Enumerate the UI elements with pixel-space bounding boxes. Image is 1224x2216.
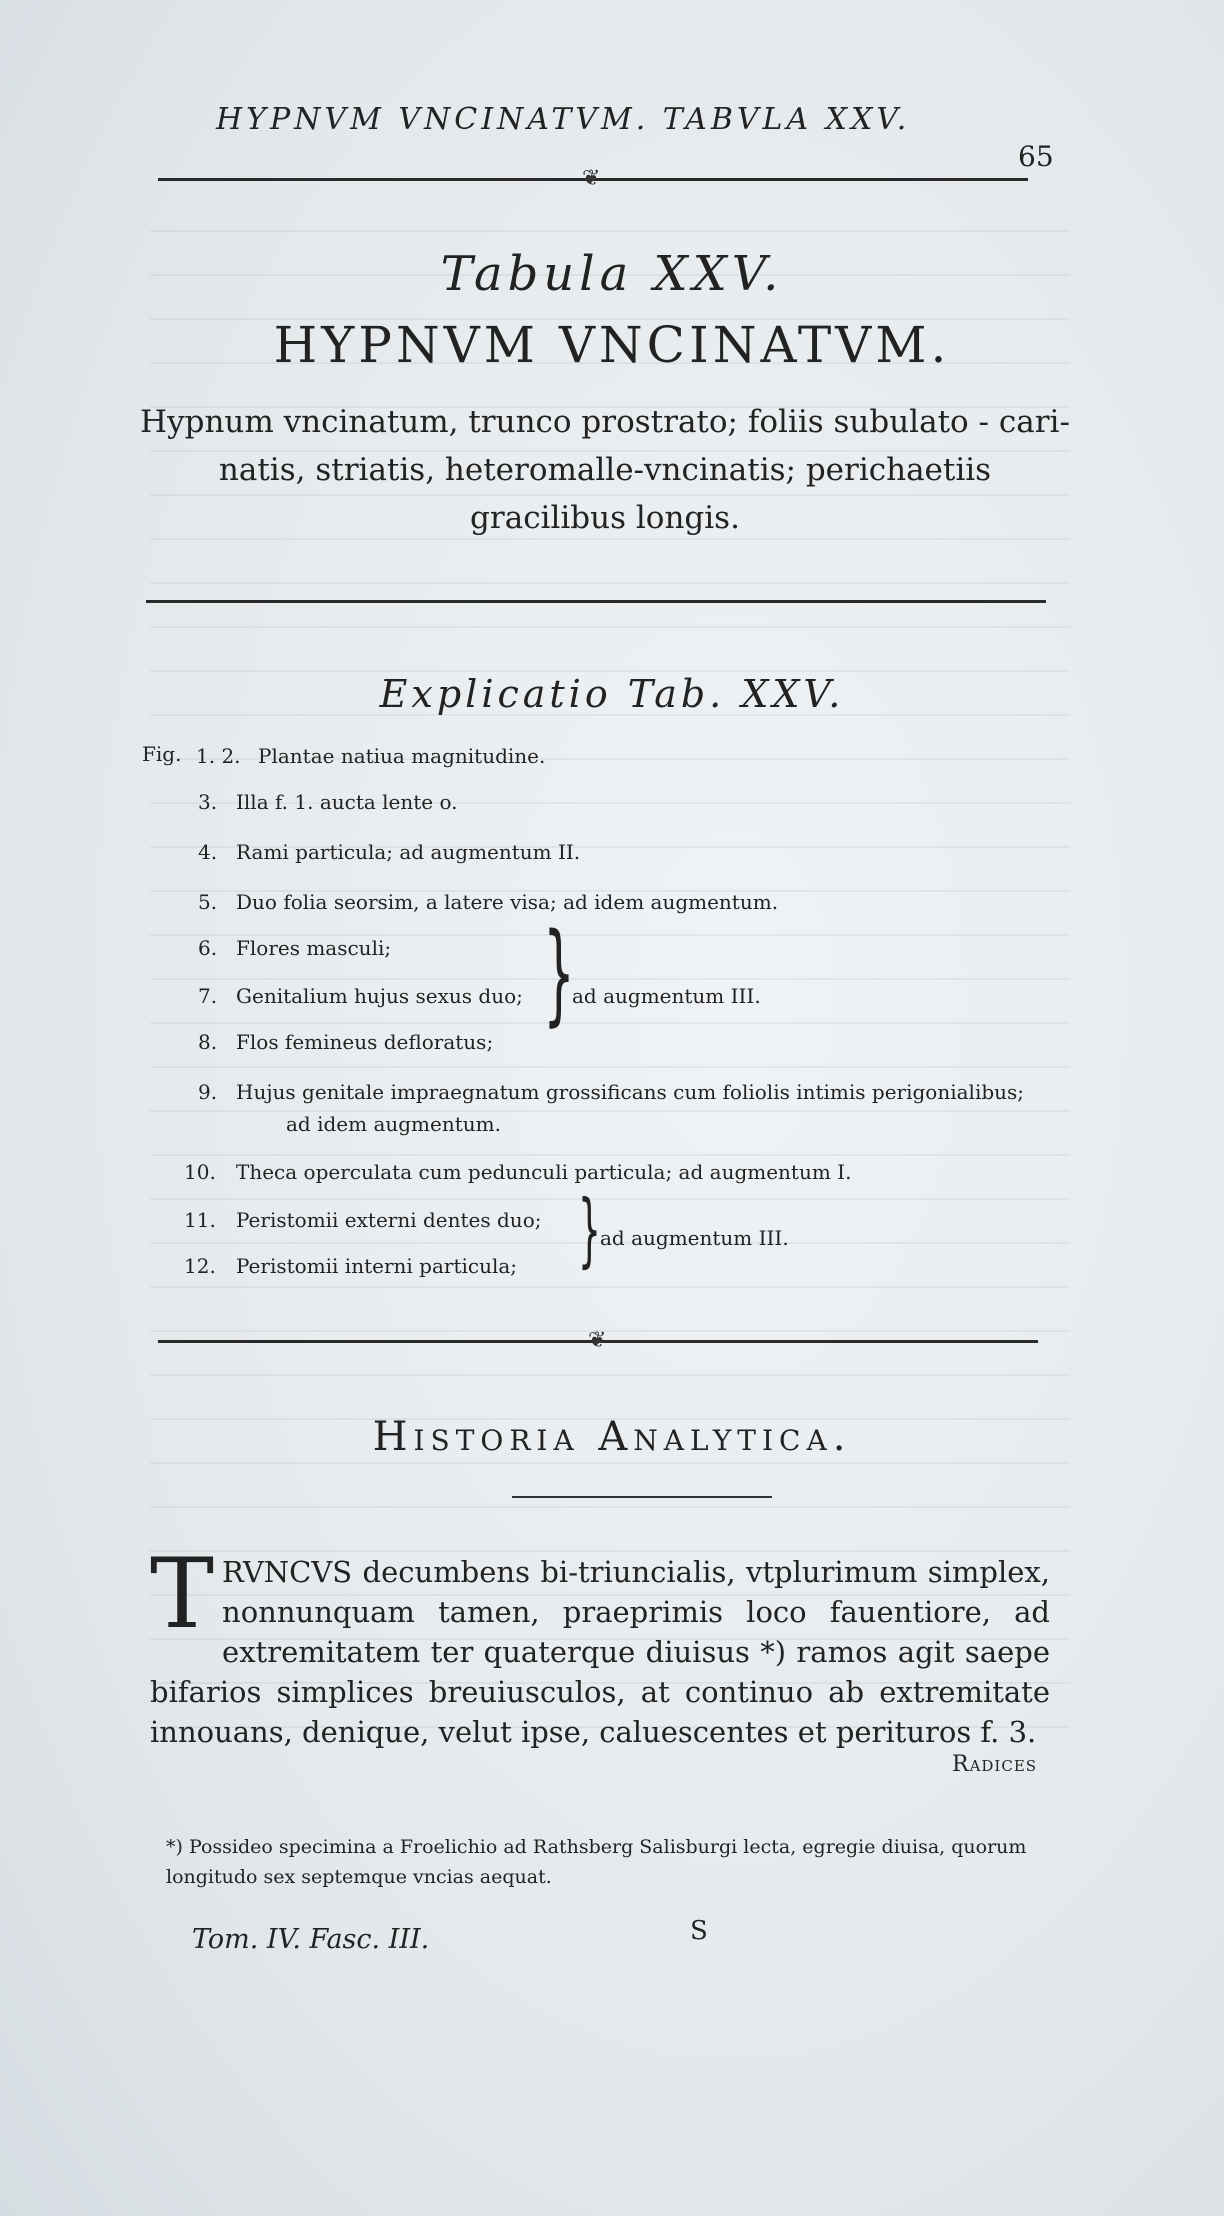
brace-icon: } [577,1183,601,1276]
group-label: ad augmentum III. [572,984,761,1008]
fig-text: Genitalium hujus sexus duo; [236,984,523,1008]
footnote [166,1832,1066,1892]
diagnosis-line: natis, striatis, heteromalle-vncinatis; perichaetiis [218,452,992,488]
fig-number: 11. [184,1208,216,1232]
volume-signature: Tom. IV. Fasc. III. [192,1924,430,1955]
fig-text: Hujus genitale impraegnatum grossificans cum foliolis intimis perigonialibus; [236,1080,1025,1104]
fig-number: 9. [198,1080,218,1104]
divider-rule [146,600,1046,603]
fig-text: Rami particula; ad augmentum II. [236,840,581,864]
fig-number: 5. [198,890,218,914]
fig-number: 6. [198,936,218,960]
fig-text: Theca operculata cum pedunculi particula; ad augmentum I. [236,1160,852,1184]
footnote-marker: *) [166,1836,183,1858]
group-label: ad augmentum III. [600,1226,789,1250]
fig-number: 8. [198,1030,218,1054]
fig-text: Duo folia seorsim, a latere visa; ad idem augmentum. [236,890,779,914]
footnote-text: Possideo specimina a Froelichio ad Rathsberg Salisburgi lecta, egregie diuisa, quorum longitudo sex septemque vncias aequat. [166,1836,1027,1888]
fig-text: Peristomii externi dentes duo; [236,1208,542,1232]
fig-text: ad idem augmentum. [286,1112,501,1136]
historia-heading: Historia Analytica. [372,1414,852,1460]
ornament-icon: ❦ [588,1328,607,1353]
fig-number: 10. [184,1160,216,1184]
gathering-signature: S [690,1916,708,1946]
paragraph-text: RVNCVS decumbens bi-triuncialis, vtplurimum simplex, nonnunquam tamen, praeprimis loco fauentiore, ad extremitatem ter quaterque diuisus *) ramos agit saepe bifarios simplices breuiusculos, at continuo ab extremitate innouans, denique, velut ipse, caluescentes et perituros f. 3. [150,1555,1050,1749]
diagnosis-line: Hypnum vncinatum, trunco prostrato; foliis subulato - cari- [140,404,1070,440]
running-head: HYPNVM VNCINATVM. TABVLA XXV. [216,102,911,137]
explicatio-heading: Explicatio Tab. XXV. [379,672,845,716]
fig-number: 7. [198,984,218,1008]
fig-number: 4. [198,840,218,864]
brace-icon: } [543,909,575,1037]
species-title: HYPNVM VNCINATVM. [273,316,951,374]
fig-number: 12. [184,1254,216,1278]
ornament-icon: ❦ [582,166,601,191]
fig-label: Fig. [142,742,182,766]
tabula-heading: Tabula XXV. [440,246,784,302]
catchword: Radices [952,1752,1038,1777]
historia-paragraph [150,1538,1050,1752]
fig-text: Flos femineus defloratus; [236,1030,494,1054]
fig-text: Plantae natiua magnitudine. [258,744,546,768]
drop-cap: T [150,1538,215,1650]
fig-text: Flores masculi; [236,936,392,960]
fig-text: Illa f. 1. aucta lente o. [236,790,458,814]
diagnosis-line: gracilibus longis. [470,500,740,536]
page-number: 65 [1018,140,1054,173]
fig-number: 3. [198,790,218,814]
diagnosis [140,398,1070,542]
short-rule [512,1496,772,1498]
fig-text: Peristomii interni particula; [236,1254,518,1278]
fig-number: 1. 2. [196,744,241,768]
